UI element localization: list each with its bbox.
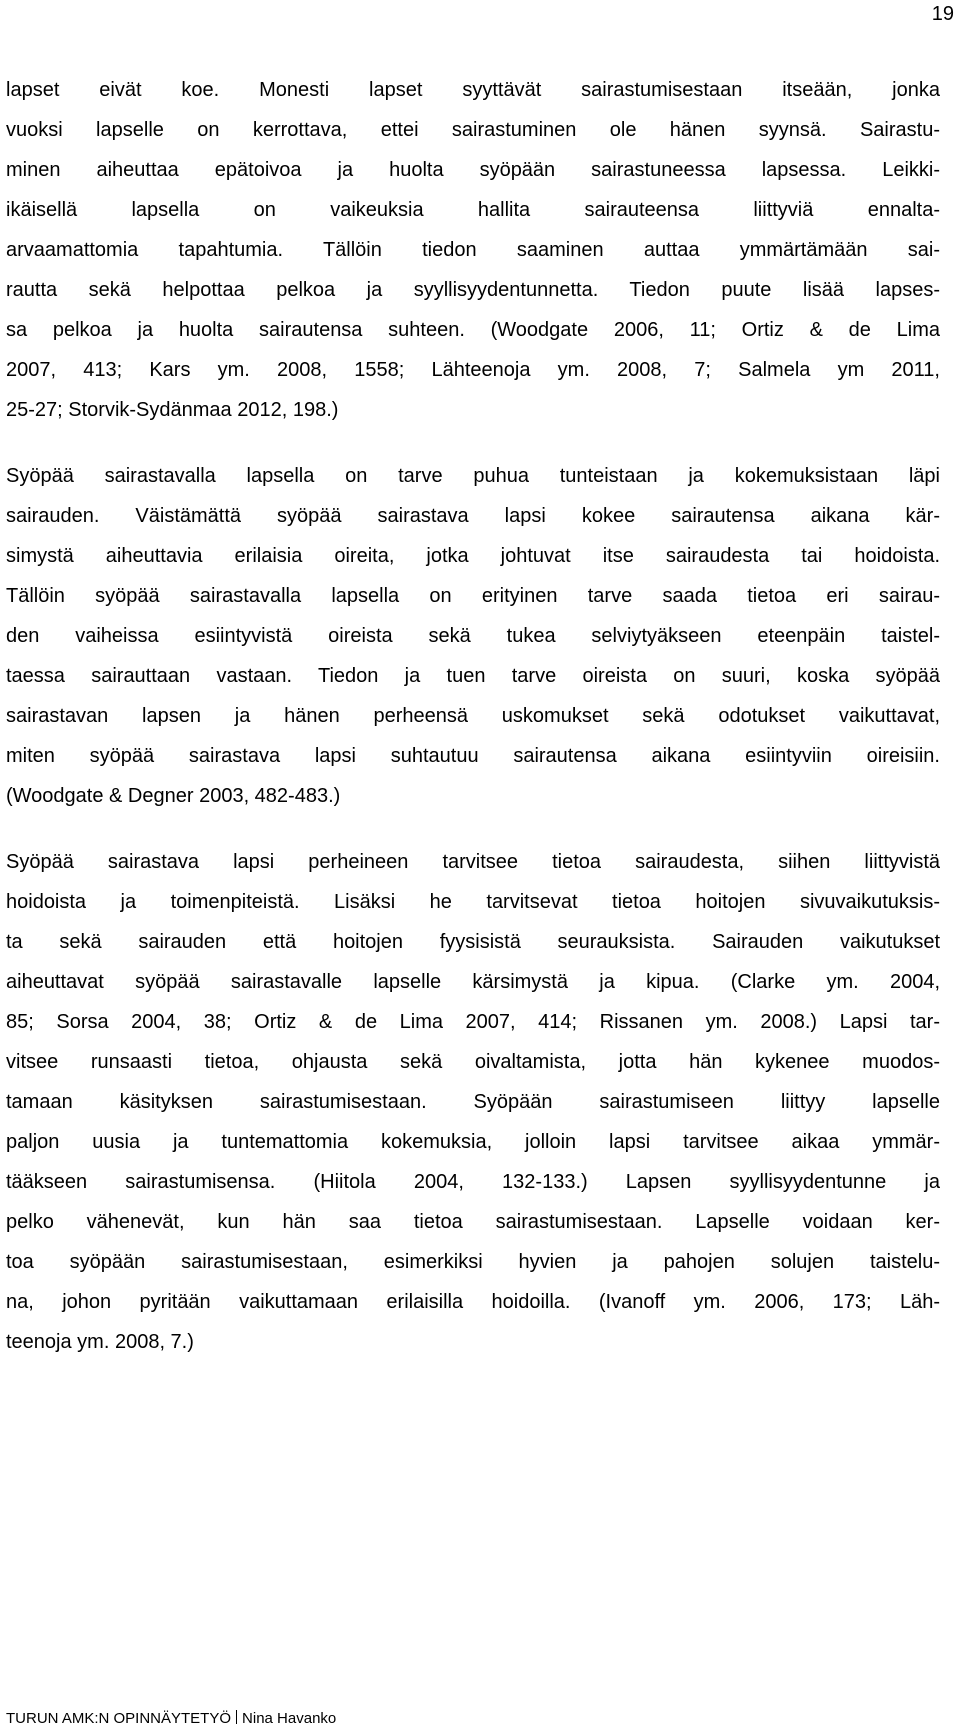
paragraph-3 bbox=[6, 842, 940, 1362]
text-line: 2007, 413; Kars ym. 2008, 1558; Lähteenoja ym. 2008, 7; Salmela ym 2011, bbox=[6, 359, 940, 381]
text-line: Syöpää sairastava lapsi perheineen tarvitsee tietoa sairaudesta, siihen liittyvistä bbox=[6, 851, 940, 873]
text-line: Tällöin syöpää sairastavalla lapsella on erityinen tarve saada tietoa eri sairau- bbox=[6, 585, 940, 607]
paragraph-1 bbox=[6, 70, 940, 430]
text-line: hoidoista ja toimenpiteistä. Lisäksi he tarvitsevat tietoa hoitojen sivuvaikutuksis- bbox=[6, 891, 940, 913]
text-line: toa syöpään sairastumisestaan, esimerkiksi hyvien ja pahojen solujen taistelu- bbox=[6, 1251, 940, 1273]
text-line: paljon uusia ja tuntemattomia kokemuksia, jolloin lapsi tarvitsee aikaa ymmär- bbox=[6, 1131, 940, 1153]
text-line: sa pelkoa ja huolta sairautensa suhteen. (Woodgate 2006, 11; Ortiz & de Lima bbox=[6, 319, 940, 341]
text-line: miten syöpää sairastava lapsi suhtautuu sairautensa aikana esiintyviin oireisiin. bbox=[6, 745, 940, 767]
text-line: lapset eivät koe. Monesti lapset syyttävät sairastumisestaan itseään, jonka bbox=[6, 79, 940, 101]
text-line: taessa sairauttaan vastaan. Tiedon ja tuen tarve oireista on suuri, koska syöpää bbox=[6, 665, 940, 687]
paragraph-2 bbox=[6, 456, 940, 816]
text-line: sairastavan lapsen ja hänen perheensä uskomukset sekä odotukset vaikuttavat, bbox=[6, 705, 940, 727]
text-line: ta sekä sairauden että hoitojen fyysisistä seurauksista. Sairauden vaikutukset bbox=[6, 931, 940, 953]
text-line: ikäisellä lapsella on vaikeuksia hallita sairauteensa liittyviä ennalta- bbox=[6, 199, 940, 221]
text-line: 85; Sorsa 2004, 38; Ortiz & de Lima 2007, 414; Rissanen ym. 2008.) Lapsi tar- bbox=[6, 1011, 940, 1033]
footer-author: Nina Havanko bbox=[242, 1710, 337, 1727]
text-line: vuoksi lapselle on kerrottava, ettei sairastuminen ole hänen syynsä. Sairastu- bbox=[6, 119, 940, 141]
text-line: 25-27; Storvik-Sydänmaa 2012, 198.) bbox=[6, 399, 339, 421]
text-line: teenoja ym. 2008, 7.) bbox=[6, 1331, 194, 1353]
text-line: tääkseen sairastumisensa. (Hiitola 2004, 132-133.) Lapsen syyllisyydentunne ja bbox=[6, 1171, 940, 1193]
text-line: minen aiheuttaa epätoivoa ja huolta syöpään sairastuneessa lapsessa. Leikki- bbox=[6, 159, 940, 181]
text-line: (Woodgate & Degner 2003, 482-483.) bbox=[6, 785, 341, 807]
text-line: pelko vähenevät, kun hän saa tietoa sairastumisestaan. Lapselle voidaan ker- bbox=[6, 1211, 940, 1233]
text-line: aiheuttavat syöpää sairastavalle lapselle kärsimystä ja kipua. (Clarke ym. 2004, bbox=[6, 971, 940, 993]
footer-separator bbox=[236, 1710, 237, 1724]
text-line: den vaiheissa esiintyvistä oireista sekä tukea selviytyäkseen eteenpäin taistel- bbox=[6, 625, 940, 647]
page-footer bbox=[6, 1710, 336, 1728]
page-number: 19 bbox=[931, 3, 954, 25]
text-line: simystä aiheuttavia erilaisia oireita, jotka johtuvat itse sairaudesta tai hoidoista. bbox=[6, 545, 940, 567]
footer-institution: TURUN AMK:N OPINNÄYTETYÖ bbox=[6, 1710, 232, 1727]
text-line: Syöpää sairastavalla lapsella on tarve puhua tunteistaan ja kokemuksistaan läpi bbox=[6, 465, 940, 487]
text-line: vitsee runsaasti tietoa, ohjausta sekä oivaltamista, jotta hän kykenee muodos- bbox=[6, 1051, 940, 1073]
body-text bbox=[6, 70, 940, 1388]
text-line: arvaamattomia tapahtumia. Tällöin tiedon saaminen auttaa ymmärtämään sai- bbox=[6, 239, 940, 261]
text-line: sairauden. Väistämättä syöpää sairastava lapsi kokee sairautensa aikana kär- bbox=[6, 505, 940, 527]
text-line: rautta sekä helpottaa pelkoa ja syyllisyydentunnetta. Tiedon puute lisää lapses- bbox=[6, 279, 940, 301]
text-line: tamaan käsityksen sairastumisestaan. Syöpään sairastumiseen liittyy lapselle bbox=[6, 1091, 940, 1113]
text-line: na, johon pyritään vaikuttamaan erilaisilla hoidoilla. (Ivanoff ym. 2006, 173; Läh- bbox=[6, 1291, 940, 1313]
